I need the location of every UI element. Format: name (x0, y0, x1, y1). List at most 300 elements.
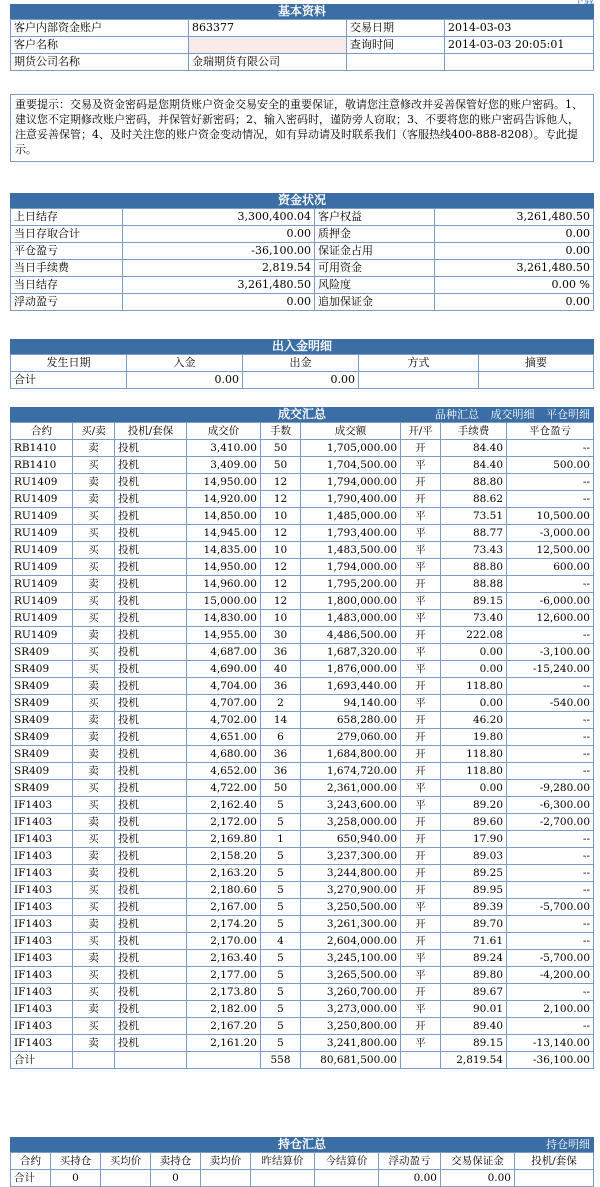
table-cell: RU1409 (11, 576, 73, 593)
table-cell: 1,790,400.00 (301, 491, 401, 508)
table-cell: 投机 (115, 1001, 187, 1018)
table-cell: 89.40 (441, 1018, 507, 1035)
table-cell: 买 (73, 780, 115, 797)
table-cell: 0.00 (441, 661, 507, 678)
column-header: 买持仓 (51, 1153, 101, 1170)
table-cell: 12 (261, 474, 301, 491)
field-label: 当日存取合计 (11, 226, 123, 243)
table-row (11, 491, 594, 508)
field-label: 质押金 (315, 226, 435, 243)
table-cell: -- (507, 627, 594, 644)
table-cell: 14,950.00 (187, 474, 261, 491)
table-cell: IF1403 (11, 1001, 73, 1018)
table-cell: 平 (401, 542, 441, 559)
table-cell: 36 (261, 678, 301, 695)
trade-detail-link[interactable]: 成交明细 (490, 408, 535, 421)
security-notice: 重要提示：交易及资金密码是您期货账户资金交易安全的重要保证，敬请您注意修改并妥善保管好您的账户密码。1、建议您不定期修改账户密码，并保管好新密码；2、输入密码时，谨防旁人窃取；3、不要将您的账户密码告诉他人，注意妥善保管；4、及时关注您的账户资金变动情况，如有异动请及时联系我们（客服热线400-888-8208）。专此提示。 (10, 94, 594, 162)
table-cell: 2,172.00 (187, 814, 261, 831)
table-cell: 500.00 (507, 457, 594, 474)
field-label: 可用资金 (315, 260, 435, 277)
table-row (11, 627, 594, 644)
table-cell (401, 1052, 441, 1069)
field-label: 上日结存 (11, 209, 123, 226)
table-cell: 0.00 (441, 695, 507, 712)
table-cell: 卖 (73, 746, 115, 763)
field-value: 0.00 (435, 226, 594, 243)
field-value: 0.00 % (435, 277, 594, 294)
cashflow-panel (10, 339, 594, 389)
table-cell: 1,794,000.00 (301, 474, 401, 491)
table-cell: 4,702.00 (187, 712, 261, 729)
table-cell: 买 (73, 457, 115, 474)
table-cell: 10 (261, 542, 301, 559)
table-cell: 2,173.80 (187, 984, 261, 1001)
column-header: 成交价 (187, 423, 261, 440)
table-cell: IF1403 (11, 882, 73, 899)
table-cell: 投机 (115, 882, 187, 899)
table-cell: IF1403 (11, 831, 73, 848)
table-cell: 2,167.00 (187, 899, 261, 916)
table-cell: 14,955.00 (187, 627, 261, 644)
funds-row (11, 294, 594, 311)
table-cell: 0 (51, 1170, 101, 1187)
table-cell: 1,483,000.00 (301, 610, 401, 627)
table-cell: 2,169.80 (187, 831, 261, 848)
table-cell: SR409 (11, 712, 73, 729)
table-cell: 14,960.00 (187, 576, 261, 593)
table-cell: 4,651.00 (187, 729, 261, 746)
table-cell: 平 (401, 780, 441, 797)
table-cell (515, 1170, 594, 1187)
table-cell: 5 (261, 967, 301, 984)
table-cell: 14 (261, 712, 301, 729)
positions-panel (10, 1137, 594, 1187)
table-cell (115, 1052, 187, 1069)
table-cell: 平 (401, 1035, 441, 1052)
table-cell: 卖 (73, 576, 115, 593)
column-header: 合约 (11, 423, 73, 440)
table-cell: 2,161.20 (187, 1035, 261, 1052)
field-value: 2014-03-03 (445, 20, 594, 37)
table-cell: -2,700.00 (507, 814, 594, 831)
table-cell: 投机 (115, 542, 187, 559)
table-cell: 投机 (115, 559, 187, 576)
table-cell: 买 (73, 542, 115, 559)
column-header: 昨结算价 (251, 1153, 315, 1170)
table-cell: 4,722.00 (187, 780, 261, 797)
table-cell: 658,280.00 (301, 712, 401, 729)
table-cell: 2,158.20 (187, 848, 261, 865)
table-cell: 89.25 (441, 865, 507, 882)
table-cell: 卖 (73, 729, 115, 746)
table-cell: 开 (401, 933, 441, 950)
table-cell: 合计 (11, 372, 127, 389)
table-cell: 卖 (73, 678, 115, 695)
table-row (11, 882, 594, 899)
cashflow-title: 出入金明细 (10, 339, 594, 354)
table-cell: 10 (261, 610, 301, 627)
table-cell: 2,163.20 (187, 865, 261, 882)
table-row (11, 1018, 594, 1035)
table-cell: 投机 (115, 831, 187, 848)
table-cell: 279,060.00 (301, 729, 401, 746)
table-cell: 89.60 (441, 814, 507, 831)
table-row (11, 899, 594, 916)
table-cell: 5 (261, 882, 301, 899)
table-cell: 4,652.00 (187, 763, 261, 780)
table-cell: 1,485,000.00 (301, 508, 401, 525)
table-cell: 投机 (115, 491, 187, 508)
table-row (11, 763, 594, 780)
table-cell: 5 (261, 1018, 301, 1035)
table-cell: 1,793,400.00 (301, 525, 401, 542)
table-cell: 平 (401, 644, 441, 661)
table-cell: 118.80 (441, 763, 507, 780)
table-cell: 投机 (115, 763, 187, 780)
table-cell: 1,800,000.00 (301, 593, 401, 610)
table-cell: 买 (73, 525, 115, 542)
table-cell: 开 (401, 474, 441, 491)
table-cell: 89.15 (441, 1035, 507, 1052)
field-label: 浮动盈亏 (11, 294, 123, 311)
table-cell: 2,182.00 (187, 1001, 261, 1018)
table-cell: 5 (261, 899, 301, 916)
table-cell: -9,280.00 (507, 780, 594, 797)
table-cell: 73.51 (441, 508, 507, 525)
column-header: 成交额 (301, 423, 401, 440)
table-cell: 平 (401, 593, 441, 610)
table-cell: -36,100.00 (507, 1052, 594, 1069)
table-cell: 89.15 (441, 593, 507, 610)
table-cell: -- (507, 440, 594, 457)
notice-panel (10, 94, 594, 162)
table-cell: 15,000.00 (187, 593, 261, 610)
funds-row (11, 226, 594, 243)
field-value: 3,300,400.04 (123, 209, 315, 226)
table-cell: 2,604,000.00 (301, 933, 401, 950)
table-cell: 89.80 (441, 967, 507, 984)
table-cell: 卖 (73, 474, 115, 491)
column-header: 买/卖 (73, 423, 115, 440)
field-label: 期货公司名称 (11, 54, 189, 71)
table-row (11, 865, 594, 882)
table-cell: -- (507, 712, 594, 729)
table-cell: 买 (73, 1018, 115, 1035)
table-cell: -- (507, 678, 594, 695)
basic-info-row (11, 20, 594, 37)
table-cell: 4,680.00 (187, 746, 261, 763)
table-cell: SR409 (11, 678, 73, 695)
table-cell: 3,250,500.00 (301, 899, 401, 916)
table-cell: 投机 (115, 984, 187, 1001)
table-cell: 卖 (73, 865, 115, 882)
table-cell: 88.88 (441, 576, 507, 593)
table-cell: 2,361,000.00 (301, 780, 401, 797)
table-cell: 投机 (115, 1018, 187, 1035)
trades-title-bar (10, 407, 594, 422)
positions-table (10, 1152, 594, 1187)
table-cell: 118.80 (441, 678, 507, 695)
table-cell: 14,830.00 (187, 610, 261, 627)
table-row (11, 729, 594, 746)
table-cell: -- (507, 916, 594, 933)
table-cell: 2,174.20 (187, 916, 261, 933)
table-cell: 开 (401, 491, 441, 508)
table-cell: 558 (261, 1052, 301, 1069)
field-value: 3,261,480.50 (435, 209, 594, 226)
table-cell: 投机 (115, 695, 187, 712)
table-cell: 1,483,500.00 (301, 542, 401, 559)
table-cell: -- (507, 848, 594, 865)
table-cell: 投机 (115, 1035, 187, 1052)
table-row (11, 559, 594, 576)
table-cell: -- (507, 984, 594, 1001)
table-cell: 600.00 (507, 559, 594, 576)
table-cell: 买 (73, 831, 115, 848)
column-header: 合约 (11, 1153, 51, 1170)
table-cell: 投机 (115, 576, 187, 593)
table-cell: 90.01 (441, 1001, 507, 1018)
table-cell: 投机 (115, 729, 187, 746)
table-cell: 89.39 (441, 899, 507, 916)
table-cell: 3,237,300.00 (301, 848, 401, 865)
table-cell: 3,258,000.00 (301, 814, 401, 831)
field-value: 3,261,480.50 (435, 260, 594, 277)
table-cell: 1,693,440.00 (301, 678, 401, 695)
field-label (347, 54, 445, 71)
table-cell: 3,410.00 (187, 440, 261, 457)
table-row (11, 678, 594, 695)
table-cell: 买 (73, 610, 115, 627)
column-header: 入金 (127, 355, 243, 372)
table-cell: 80,681,500.00 (301, 1052, 401, 1069)
table-cell: 17.90 (441, 831, 507, 848)
table-cell: 12 (261, 593, 301, 610)
table-cell: 5 (261, 865, 301, 882)
table-cell: 投机 (115, 746, 187, 763)
table-cell: 投机 (115, 967, 187, 984)
table-cell: 84.40 (441, 440, 507, 457)
field-label: 客户名称 (11, 37, 189, 54)
table-row (11, 984, 594, 1001)
table-cell: 卖 (73, 491, 115, 508)
total-row (11, 1170, 594, 1187)
table-cell: 4,486,500.00 (301, 627, 401, 644)
table-cell: -- (507, 865, 594, 882)
table-cell: 开 (401, 576, 441, 593)
table-cell: 5 (261, 1035, 301, 1052)
column-header: 摘要 (479, 355, 594, 372)
table-cell: 0.00 (379, 1170, 441, 1187)
field-label: 查询时间 (347, 37, 445, 54)
table-cell: 投机 (115, 933, 187, 950)
table-cell: 合计 (11, 1052, 73, 1069)
table-cell: 买 (73, 882, 115, 899)
table-cell: 平 (401, 525, 441, 542)
table-cell: 卖 (73, 1001, 115, 1018)
table-cell: 投机 (115, 678, 187, 695)
table-cell (359, 372, 479, 389)
table-cell: 平 (401, 797, 441, 814)
table-cell: RB1410 (11, 440, 73, 457)
table-row (11, 695, 594, 712)
table-cell: -- (507, 474, 594, 491)
table-cell: 卖 (73, 916, 115, 933)
table-cell: 89.20 (441, 797, 507, 814)
table-cell: IF1403 (11, 950, 73, 967)
column-header: 投机/套保 (515, 1153, 594, 1170)
table-cell: 89.03 (441, 848, 507, 865)
table-cell: 94,140.00 (301, 695, 401, 712)
field-label: 当日结存 (11, 277, 123, 294)
table-cell: 71.61 (441, 933, 507, 950)
table-cell: 3,270,900.00 (301, 882, 401, 899)
basic-info-table (10, 19, 594, 71)
table-cell: IF1403 (11, 848, 73, 865)
cashflow-table (10, 354, 594, 389)
table-cell: 平 (401, 899, 441, 916)
table-cell: 0 (151, 1170, 201, 1187)
table-cell: 73.40 (441, 610, 507, 627)
table-cell: IF1403 (11, 865, 73, 882)
close-detail-link[interactable]: 平仓明细 (546, 408, 590, 421)
table-row (11, 746, 594, 763)
field-value: 金瑞期货有限公司 (189, 54, 347, 71)
table-cell (315, 1170, 379, 1187)
basic-info-row (11, 37, 594, 54)
total-row (11, 1052, 594, 1069)
table-cell: 2,180.60 (187, 882, 261, 899)
column-header: 今结算价 (315, 1153, 379, 1170)
field-value (445, 54, 594, 71)
table-cell: 46.20 (441, 712, 507, 729)
table-cell: RU1409 (11, 474, 73, 491)
table-cell (187, 1052, 261, 1069)
table-cell: 投机 (115, 474, 187, 491)
table-cell: -- (507, 933, 594, 950)
table-cell: 118.80 (441, 746, 507, 763)
field-value: 0.00 (123, 294, 315, 311)
table-cell: 14,835.00 (187, 542, 261, 559)
table-cell: IF1403 (11, 933, 73, 950)
table-cell: IF1403 (11, 916, 73, 933)
table-cell: SR409 (11, 746, 73, 763)
table-cell: 投机 (115, 899, 187, 916)
table-cell: 3,273,000.00 (301, 1001, 401, 1018)
table-cell: 买 (73, 695, 115, 712)
table-row (11, 814, 594, 831)
table-row (11, 457, 594, 474)
table-cell: 开 (401, 678, 441, 695)
funds-row (11, 243, 594, 260)
column-header: 卖持仓 (151, 1153, 201, 1170)
table-cell: -5,700.00 (507, 950, 594, 967)
basic-info-row (11, 54, 594, 71)
table-cell: RU1409 (11, 542, 73, 559)
table-cell: 开 (401, 916, 441, 933)
table-cell: 开 (401, 746, 441, 763)
table-cell: 投机 (115, 508, 187, 525)
table-cell: 4,704.00 (187, 678, 261, 695)
table-cell: 平 (401, 950, 441, 967)
table-cell: -4,200.00 (507, 967, 594, 984)
table-cell: 开 (401, 729, 441, 746)
table-cell: 卖 (73, 627, 115, 644)
table-cell: IF1403 (11, 984, 73, 1001)
table-cell: 14,950.00 (187, 559, 261, 576)
table-cell: IF1403 (11, 899, 73, 916)
table-cell: 买 (73, 593, 115, 610)
table-cell: SR409 (11, 780, 73, 797)
basic-info-panel (10, 4, 594, 71)
table-cell: 买 (73, 933, 115, 950)
funds-row (11, 260, 594, 277)
table-row (11, 1035, 594, 1052)
table-cell: SR409 (11, 763, 73, 780)
funds-row (11, 277, 594, 294)
variety-summary-link[interactable]: 品种汇总 (435, 408, 479, 421)
table-cell: -- (507, 763, 594, 780)
table-cell: 投机 (115, 814, 187, 831)
position-detail-link[interactable]: 持仓明细 (546, 1138, 590, 1151)
table-cell: -15,240.00 (507, 661, 594, 678)
table-cell: 3,409.00 (187, 457, 261, 474)
positions-title: 持仓汇总 (277, 1137, 326, 1151)
table-cell: 12 (261, 491, 301, 508)
table-cell: -13,140.00 (507, 1035, 594, 1052)
table-cell (101, 1170, 151, 1187)
table-cell: 2,170.00 (187, 933, 261, 950)
table-cell: 0.00 (127, 372, 243, 389)
table-row (11, 950, 594, 967)
table-row (11, 933, 594, 950)
table-cell: 88.80 (441, 474, 507, 491)
table-cell: 投机 (115, 780, 187, 797)
table-cell: 12 (261, 525, 301, 542)
table-cell: RU1409 (11, 627, 73, 644)
table-cell: 1,704,500.00 (301, 457, 401, 474)
table-cell: 投机 (115, 627, 187, 644)
table-row (11, 712, 594, 729)
field-value: 0.00 (435, 243, 594, 260)
table-cell: 2,100.00 (507, 1001, 594, 1018)
table-cell: 开 (401, 763, 441, 780)
table-cell: 卖 (73, 1035, 115, 1052)
table-cell: 买 (73, 967, 115, 984)
table-cell: -3,000.00 (507, 525, 594, 542)
table-row (11, 1001, 594, 1018)
table-cell: 14,850.00 (187, 508, 261, 525)
table-cell: IF1403 (11, 814, 73, 831)
table-cell: SR409 (11, 729, 73, 746)
table-cell: 平 (401, 610, 441, 627)
trades-title: 成交汇总 (277, 407, 326, 421)
table-cell: 平 (401, 1001, 441, 1018)
table-row (11, 661, 594, 678)
field-value: 863377 (189, 20, 347, 37)
table-cell: RB1410 (11, 457, 73, 474)
column-header: 发生日期 (11, 355, 127, 372)
table-cell: RU1409 (11, 559, 73, 576)
table-cell: RU1409 (11, 610, 73, 627)
table-cell: 投机 (115, 457, 187, 474)
table-cell: 88.77 (441, 525, 507, 542)
table-cell: -- (507, 576, 594, 593)
table-cell: 开 (401, 712, 441, 729)
table-cell: 14,945.00 (187, 525, 261, 542)
table-cell: 4,687.00 (187, 644, 261, 661)
table-cell: SR409 (11, 661, 73, 678)
